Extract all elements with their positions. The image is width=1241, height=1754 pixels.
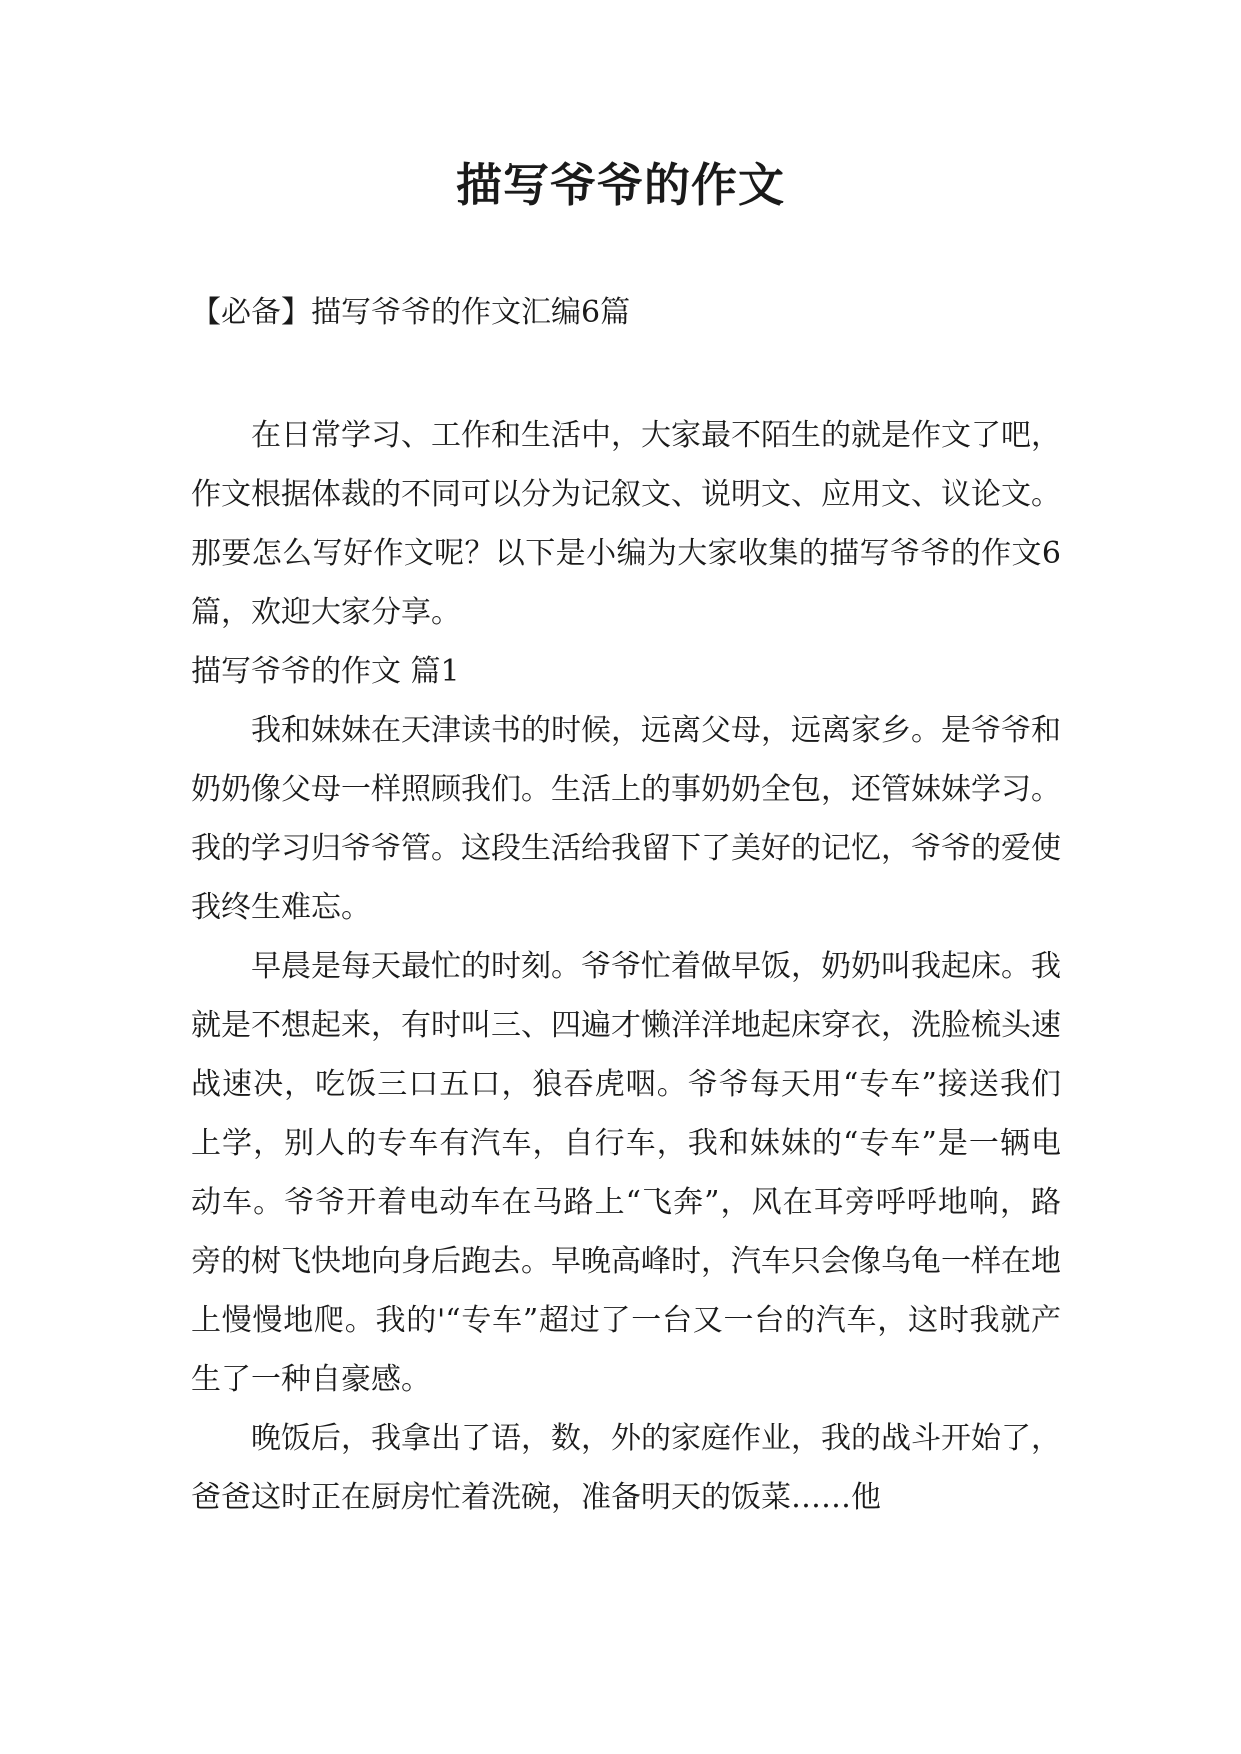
body-paragraph: 早晨是每天最忙的时刻。爷爷忙着做早饭，奶奶叫我起床。我就是不想起来，有时叫三、四遍才懒洋洋地起床穿衣，洗脸梳头速战速决，吃饭三口五口，狼吞虎咽。爷爷每天用“专车”接送我们上学，别人的专车有汽车，自行车，我和妹妹的“专车”是一辆电动车。爷爷开着电动车在马路上“飞奔”，风在耳旁呼呼地响，路旁的树飞快地向身后跑去。早晚高峰时，汽车只会像乌龟一样在地上慢慢地爬。我的'“专车”超过了一台又一台的汽车，这时我就产生了一种自豪感。 bbox=[191, 949, 1061, 1397]
body-paragraph: 晚饭后，我拿出了语，数，外的家庭作业，我的战斗开始了，爸爸这时正在厨房忙着洗碗，准备明天的饭菜……他 bbox=[191, 1421, 1061, 1515]
document-subtitle: 【必备】描写爷爷的作文汇编6篇 bbox=[191, 295, 631, 330]
document-body bbox=[191, 406, 1061, 1527]
intro-paragraph: 在日常学习、工作和生活中，大家最不陌生的就是作文了吧，作文根据体裁的不同可以分为记叙文、说明文、应用文、议论文。那要怎么写好作文呢？以下是小编为大家收集的描写爷爷的作文6篇，欢迎大家分享。 bbox=[191, 418, 1061, 630]
document-title: 描写爷爷的作文 bbox=[456, 158, 785, 212]
section-heading: 描写爷爷的作文 篇1 bbox=[191, 654, 460, 689]
body-paragraph: 我和妹妹在天津读书的时候，远离父母，远离家乡。是爷爷和奶奶像父母一样照顾我们。生活上的事奶奶全包，还管妹妹学习。我的学习归爷爷管。这段生活给我留下了美好的记忆，爷爷的爱使我终生难忘。 bbox=[191, 713, 1061, 925]
